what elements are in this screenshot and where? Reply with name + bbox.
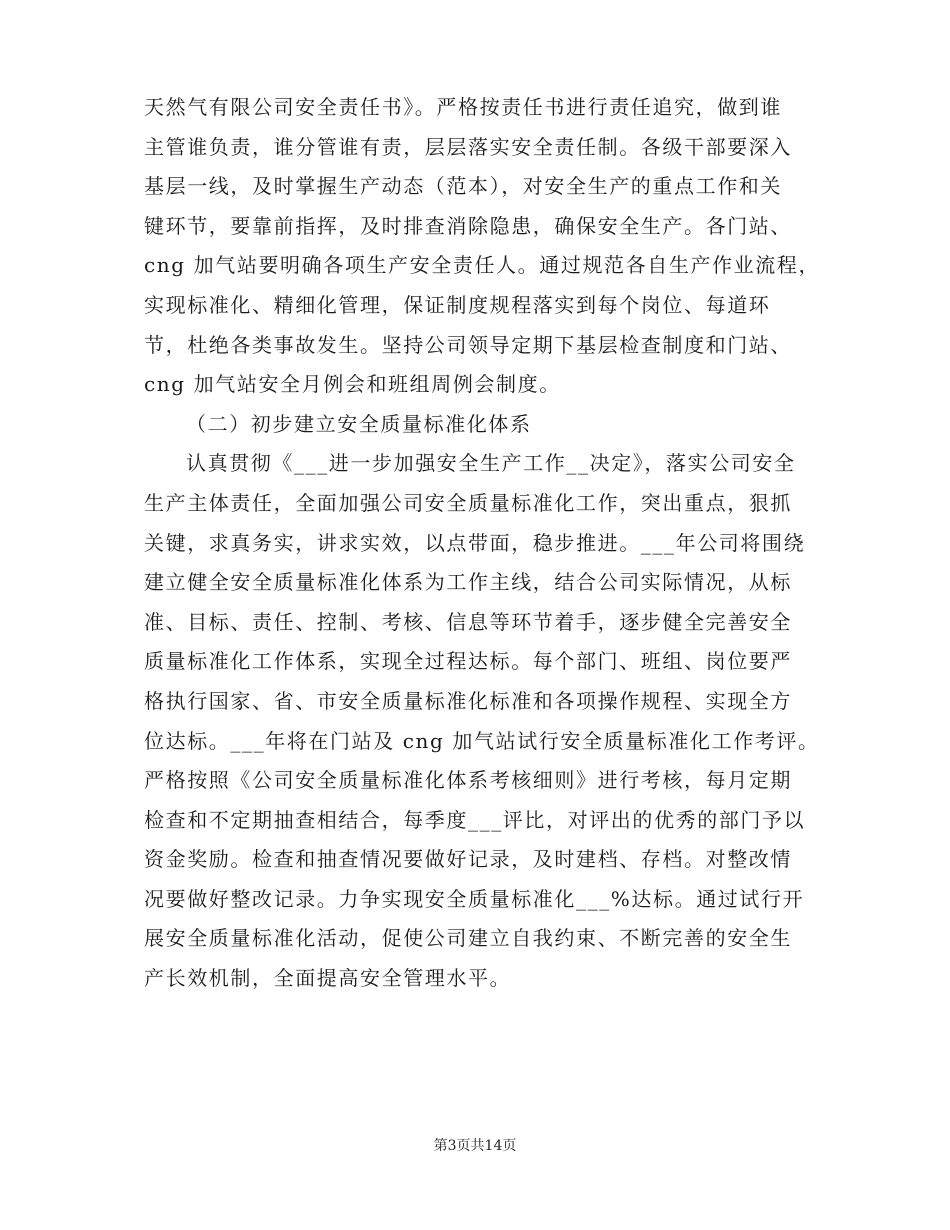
text-line: 况要做好整改记录。力争实现安全质量标准化___%达标。通过试行开: [144, 886, 805, 911]
text-line: 位达标。___年将在门站及 cng 加气站试行安全质量标准化工作考评。: [144, 728, 820, 753]
text-line: 基层一线，及时掌握生产动态（范本），对安全生产的重点工作和关: [144, 174, 782, 199]
text-line: cng 加气站要明确各项生产安全责任人。通过规范各自生产作业流程，: [144, 253, 821, 278]
page-number-footer: 第3页共14页: [433, 1138, 517, 1154]
document-body: [144, 88, 821, 999]
text-line: 展安全质量标准化活动，促使公司建立自我约束、不断完善的安全生: [144, 926, 792, 951]
text-line: 天然气有限公司安全责任书》。严格按责任书进行责任追究，做到谁: [144, 95, 782, 119]
paragraph-responsibility: [144, 88, 821, 405]
text-line: 建立健全安全质量标准化体系为工作主线，结合公司实际情况，从标: [144, 570, 792, 595]
text-line: 实现标准化、精细化管理，保证制度规程落实到每个岗位、每道环: [144, 292, 771, 317]
text-line: 质量标准化工作体系，实现全过程达标。每个部门、班组、岗位要严: [144, 649, 792, 674]
text-line: 检查和不定期抽查相结合，每季度___评比，对评出的优秀的部门予以: [144, 807, 806, 832]
text-line: 生产主体责任，全面加强公司安全质量标准化工作，突出重点，狠抓: [144, 490, 792, 515]
section-heading: （二）初步建立安全质量标准化体系: [186, 411, 532, 436]
text-line: 严格按照《公司安全质量标准化体系考核细则》进行考核，每月定期: [144, 768, 792, 793]
text-line: 键环节，要靠前指挥，及时排查消除隐患，确保安全生产。各门站、: [144, 213, 792, 238]
text-line: 认真贯彻《___进一步加强安全生产工作__决定》，落实公司安全: [186, 451, 796, 476]
text-line: 产长效机制，全面提高安全管理水平。: [144, 966, 512, 991]
text-line: 准、目标、责任、控制、考核、信息等环节着手，逐步健全完善安全: [144, 609, 792, 634]
text-line: 资金奖励。检查和抽查情况要做好记录，及时建档、存档。对整改情: [144, 847, 792, 872]
text-line: cng 加气站安全月例会和班组周例会制度。: [144, 372, 561, 397]
text-line: 格执行国家、省、市安全质量标准化标准和各项操作规程、实现全方: [144, 688, 792, 713]
text-line: 节，杜绝各类事故发生。坚持公司领导定期下基层检查制度和门站、: [144, 332, 792, 357]
paragraph-standardization: [144, 444, 820, 998]
text-line: 关键，求真务实，讲求实效，以点带面，稳步推进。___年公司将围绕: [144, 530, 806, 555]
text-line: 主管谁负责，谁分管谁有责，层层落实安全责任制。各级干部要深入: [144, 134, 792, 159]
